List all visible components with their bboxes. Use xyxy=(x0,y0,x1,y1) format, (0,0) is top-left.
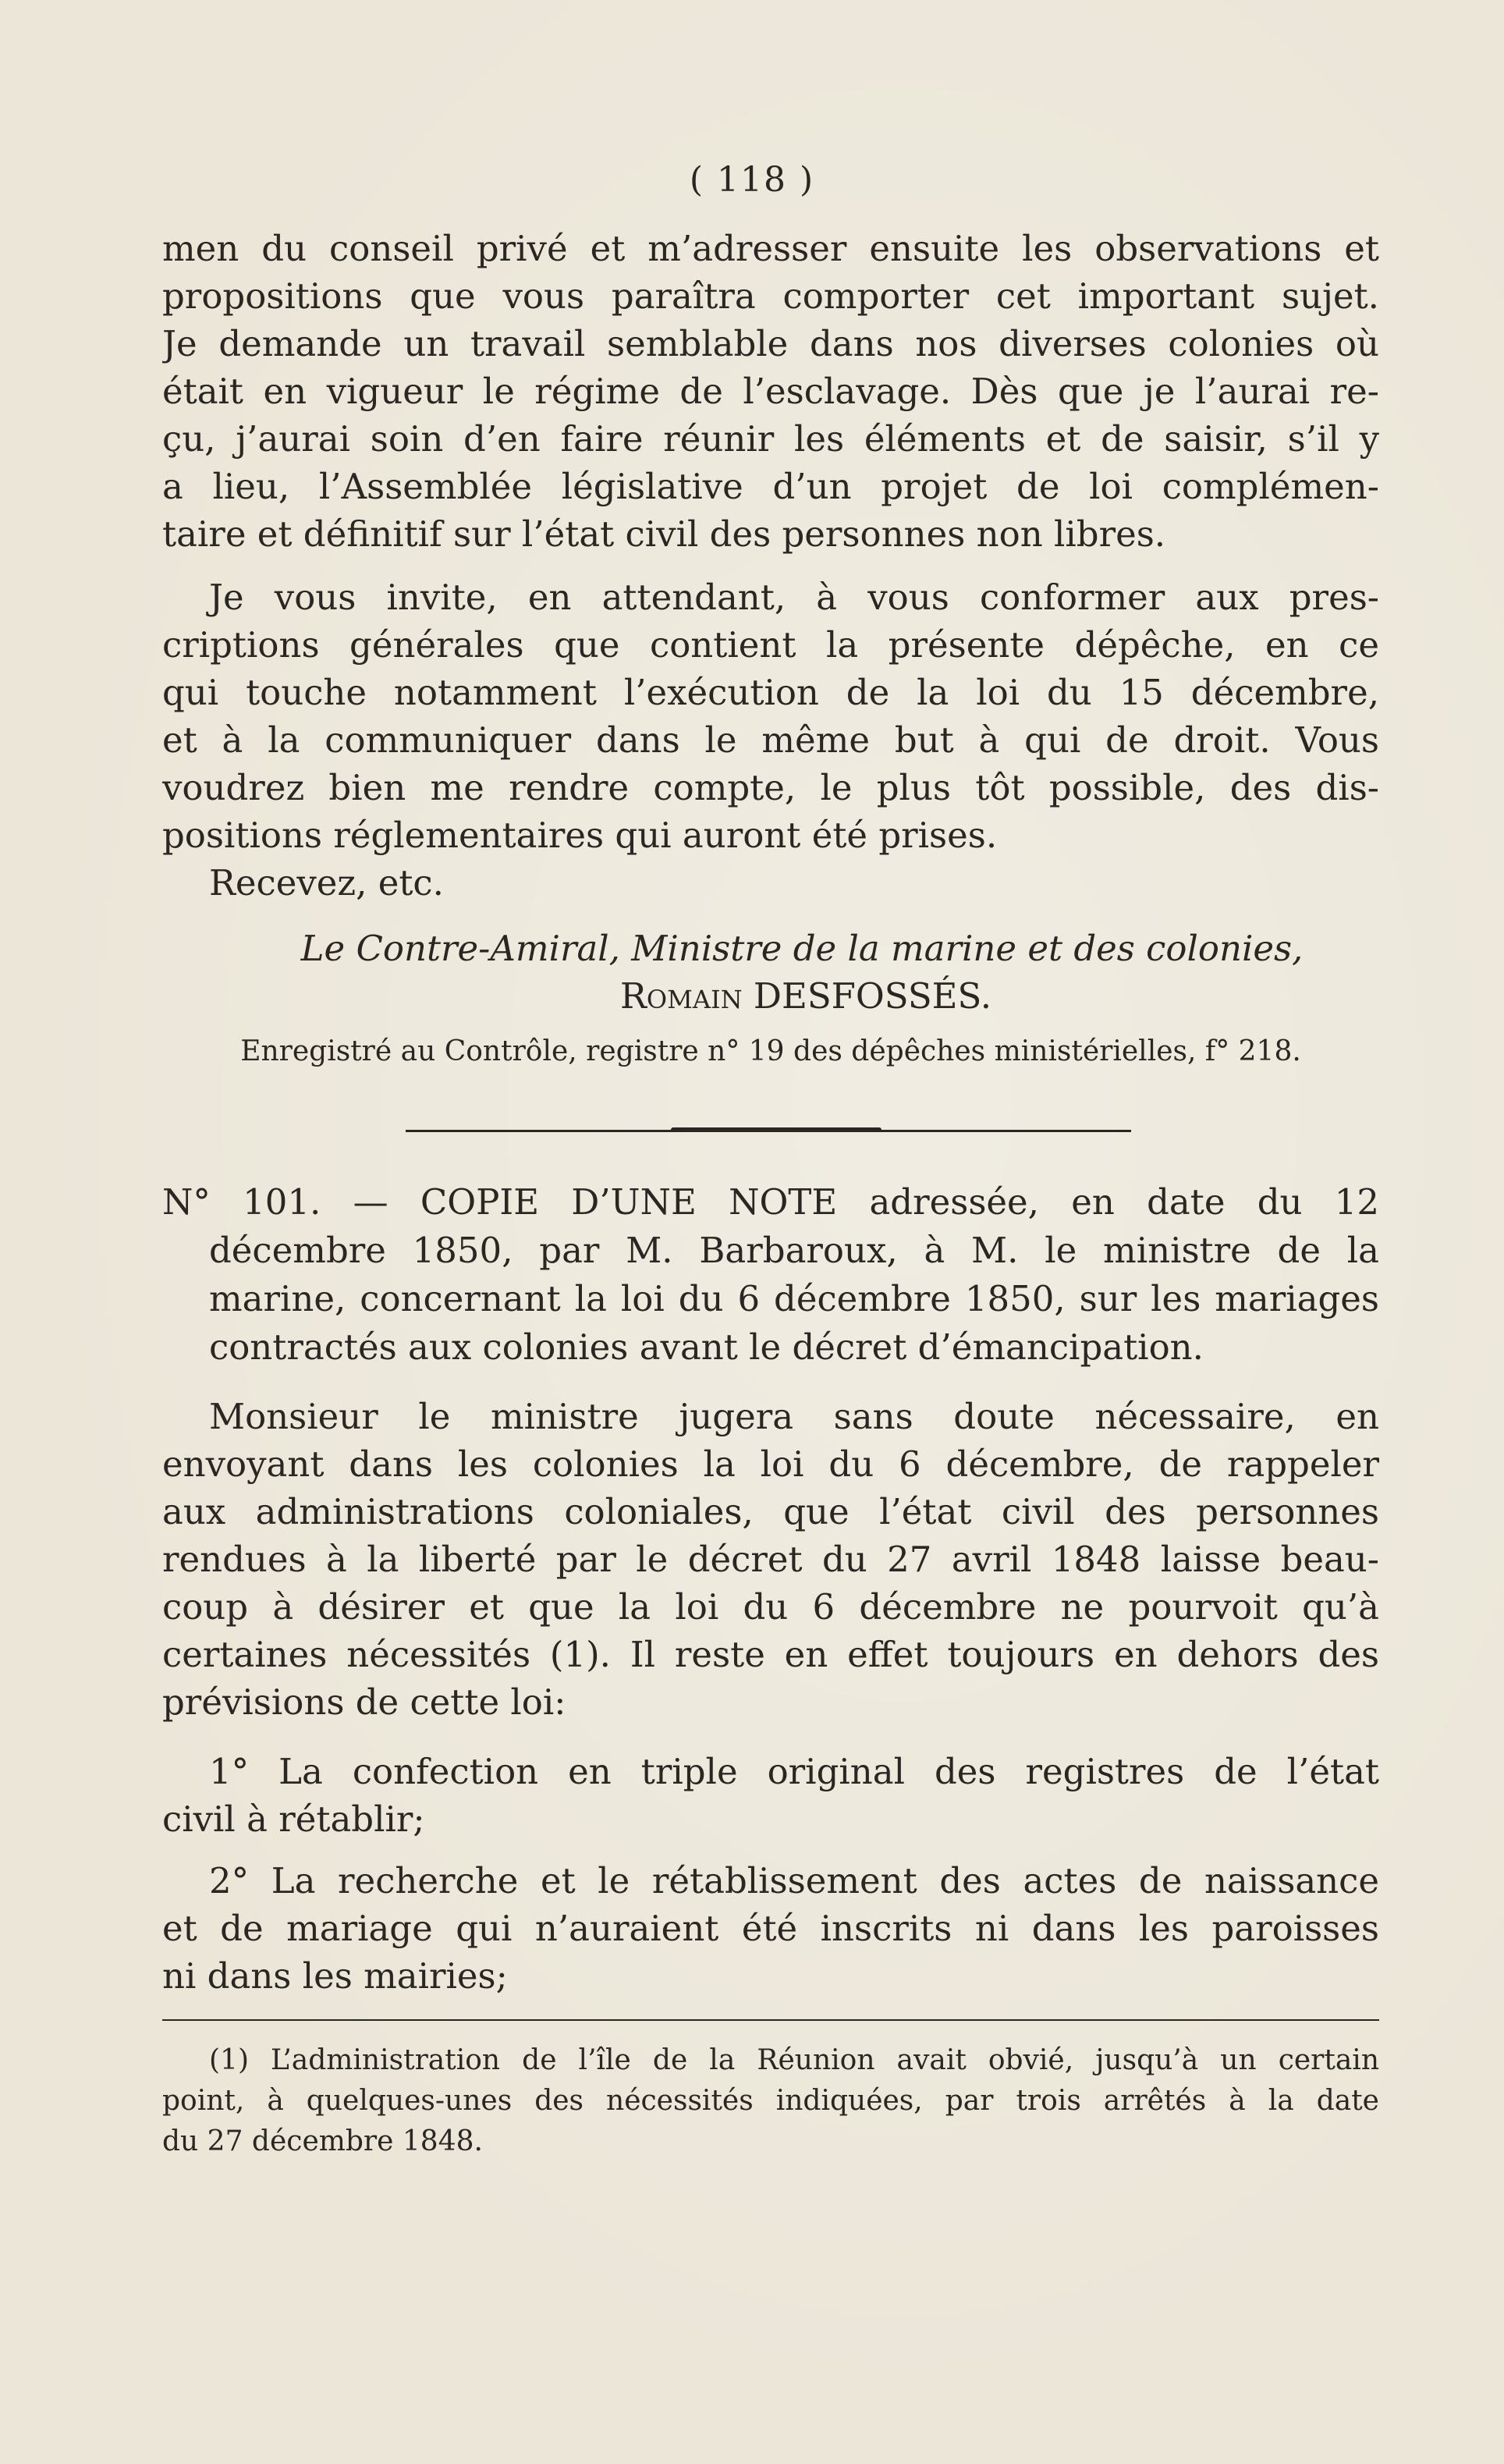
text-line: men du conseil privé et m’adresser ensuite les observations et xyxy=(162,228,1379,269)
footnote xyxy=(162,2040,1379,2162)
closing-line: Recevez, etc. xyxy=(209,862,444,904)
item-1 xyxy=(162,1748,1379,1843)
text-line: Monsieur le ministre jugera sans doute nécessaire, en xyxy=(209,1396,1379,1437)
text-line: 2° La recherche et le rétablissement des actes de naissance xyxy=(209,1860,1379,1901)
text-line: coup à désirer et que la loi du 6 décembre ne pourvoit qu’à xyxy=(162,1586,1379,1628)
letter-paragraph xyxy=(162,225,1379,558)
note-heading xyxy=(162,1178,1379,1372)
invite-paragraph xyxy=(162,573,1379,907)
text-line: Je vous invite, en attendant, à vous conformer aux pres- xyxy=(209,577,1379,618)
text-line: qui touche notamment l’exécution de la loi du 15 décembre, xyxy=(162,672,1379,713)
text-line: aux administrations coloniales, que l’état civil des personnes xyxy=(162,1491,1379,1532)
heading-line: marine, concernant la loi du 6 décembre 1850, sur les mariages xyxy=(209,1278,1379,1319)
footnote-line: point, à quelques-unes des nécessités indiquées, par trois arrêtés à la date xyxy=(162,2085,1379,2117)
heading-line: décembre 1850, par M. Barbaroux, à M. le ministre de la xyxy=(209,1230,1379,1271)
text-line: taire et définitif sur l’état civil des personnes non libres. xyxy=(162,513,1166,555)
signature-last-name: DESFOSSÉS. xyxy=(753,975,992,1017)
signature-first-name: Romain xyxy=(619,975,743,1017)
text-line: et de mariage qui n’auraient été inscrits ni dans les paroisses xyxy=(162,1908,1379,1949)
text-line: a lieu, l’Assemblée législative d’un projet de loi complémen- xyxy=(162,466,1379,507)
heading-line: contractés aux colonies avant le décret d’émancipation. xyxy=(209,1326,1204,1368)
text-line: rendues à la liberté par le décret du 27 avril 1848 laisse beau- xyxy=(162,1539,1379,1580)
signature-block xyxy=(162,925,1379,1071)
text-line: criptions générales que contient la présente dépêche, en ce xyxy=(162,624,1379,666)
text-line: était en vigueur le régime de l’esclavage. Dès que je l’aurai re- xyxy=(162,371,1379,412)
footnote-line: (1) L’administration de l’île de la Réunion avait obvié, jusqu’à un certain xyxy=(209,2044,1379,2076)
note-body xyxy=(162,1393,1379,1726)
text-line: envoyant dans les colonies la loi du 6 décembre, de rappeler xyxy=(162,1443,1379,1485)
text-line: civil à rétablir; xyxy=(162,1798,425,1840)
footnote-line: du 27 décembre 1848. xyxy=(162,2125,483,2157)
text-line: et à la communiquer dans le même but à qui de droit. Vous xyxy=(162,719,1379,761)
text-line: Je demande un travail semblable dans nos diverses colonies où xyxy=(162,323,1379,364)
heading-line: N° 101. — COPIE D’UNE NOTE adressée, en date du 12 xyxy=(162,1181,1379,1223)
text-line: 1° La confection en triple original des registres de l’état xyxy=(209,1751,1379,1792)
text-line: propositions que vous paraîtra comporter cet important sujet. xyxy=(162,275,1379,317)
text-line: prévisions de cette loi: xyxy=(162,1681,566,1723)
section-divider-swell xyxy=(671,1127,881,1132)
text-line: certaines nécessités (1). Il reste en effet toujours en dehors des xyxy=(162,1634,1379,1675)
text-line: çu, j’aurai soin d’en faire réunir les éléments et de saisir, s’il y xyxy=(162,418,1379,460)
text-line: positions réglementaires qui auront été prises. xyxy=(162,815,998,856)
registration-note: Enregistré au Contrôle, registre n° 19 des dépêches ministérielles, f° 218. xyxy=(240,1035,1301,1067)
footnote-divider xyxy=(162,2019,1379,2021)
item-2 xyxy=(162,1857,1379,2000)
page-number: ( 118 ) xyxy=(689,160,815,200)
signature-name xyxy=(162,972,1379,1020)
text-line: voudrez bien me rendre compte, le plus tôt possible, des dis- xyxy=(162,767,1379,808)
signature-title: Le Contre-Amiral, Ministre de la marine et des colonies, xyxy=(300,928,1304,969)
text-line: ni dans les mairies; xyxy=(162,1955,508,1997)
